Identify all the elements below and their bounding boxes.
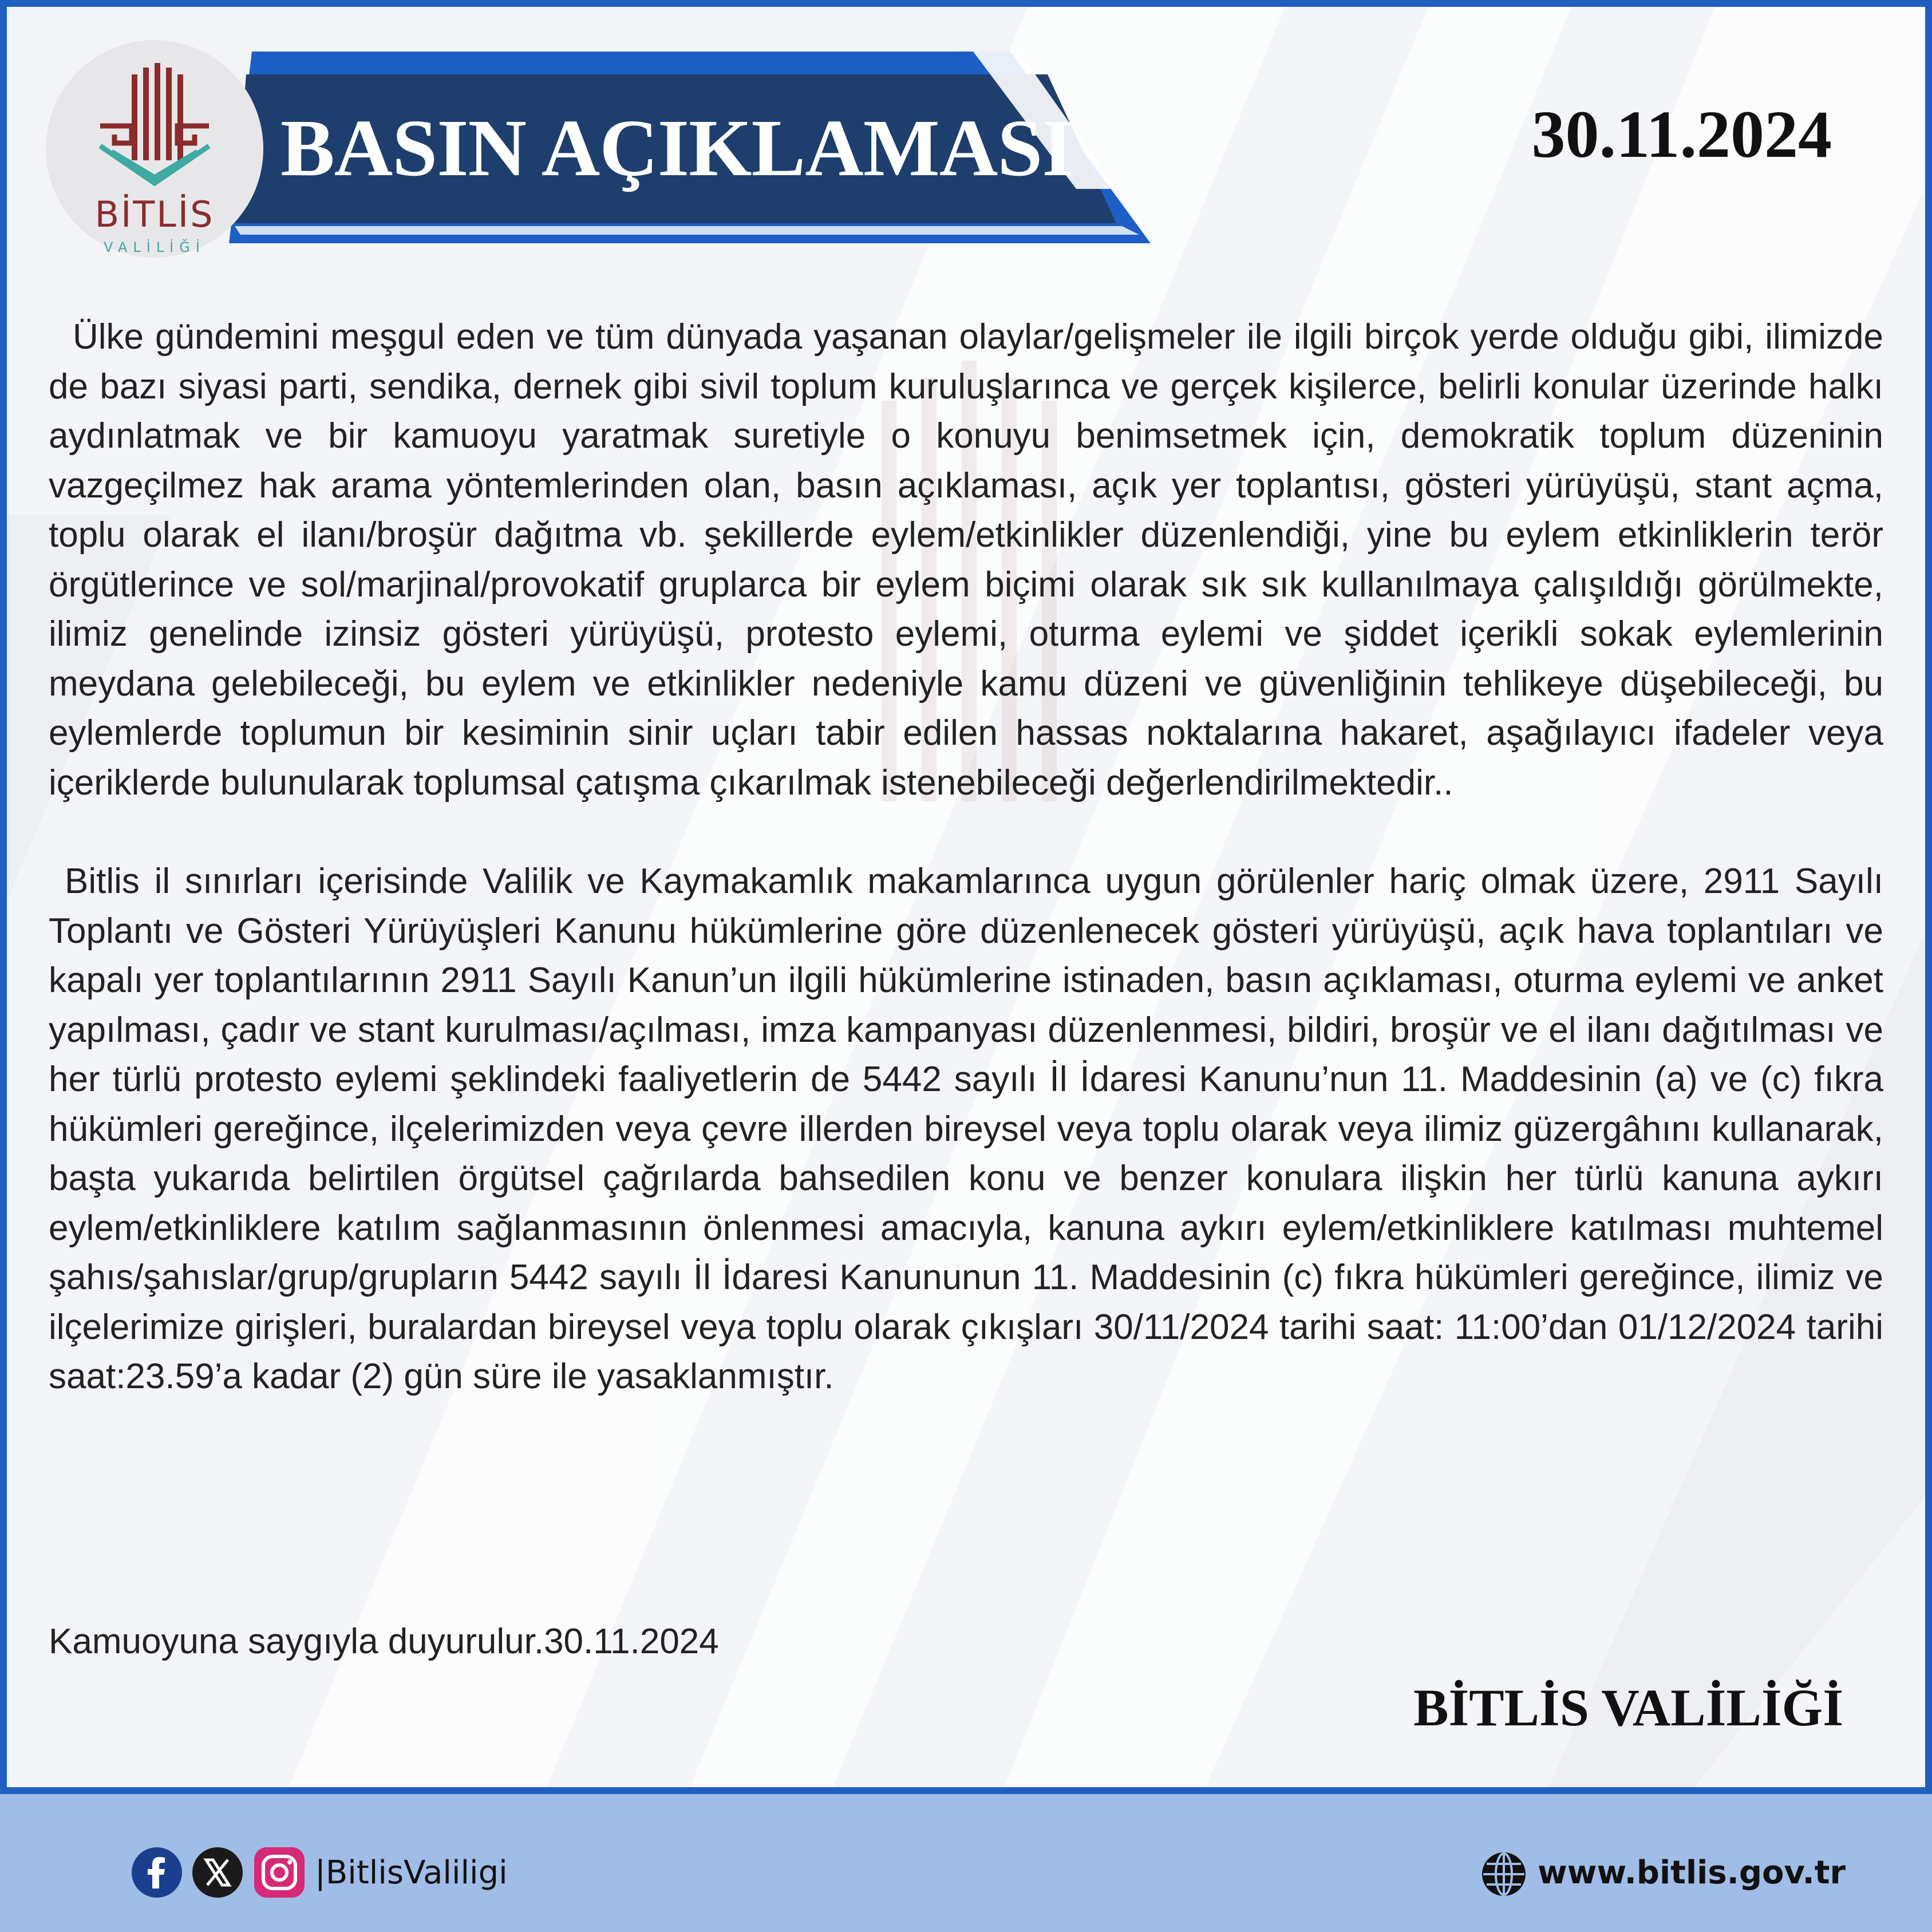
paragraph-1: Ülke gündemini meşgul eden ve tüm dünyada yaşanan olaylar/gelişmeler ile ilgili birçok yerde olduğu gibi, ilimizde de bazı siyasi parti, sendika, dernek gibi sivil toplum kuruluşlarınca ve gerçek kişilerce, belirli konular üzerinde halkı aydınlatmak ve bir kamuoyu yaratmak suretiyle o konuyu benimsetmek için, demokratik toplum düzeninin vazgeçilmez hak arama yöntemlerinden olan, basın açıklaması, açık yer toplantısı, gösteri yürüyüşü, stant açma, toplu olarak el ilanı/broşür dağıtma vb. şekillerde eylem/etkinlikler düzenlendiği, yine bu eylem etkinliklerin terör örgütlerince ve sol/marjinal/provokatif gruplarca bir eylem biçimi olarak sık sık kullanılmaya çalışıldığı görülmekte, ilimiz genelinde izinsiz gösteri yürüyüşü, protesto eylemi, oturma eylemi ve şiddet içerikli sokak eylemlerinin meydana gelebileceği, bu eylem ve etkinlikler nedeniyle kamu düzeni ve güvenliğinin tehlikeye düşebileceği, bu eylemlerde toplumun bir kesiminin sinir uçları tabir edilen hassas noktalarına hakaret, aşağılayıcı ifadeler veya içeriklerde bulunularak toplumsal çatışma çıkarılmak istenebileceği değerlendirilmektedir.. [49, 317, 1883, 803]
website-link[interactable]: www.bitlis.gov.tr [1538, 1854, 1846, 1891]
social-handle-text: BitlisValiligi [325, 1854, 508, 1891]
divider-bar: | [315, 1854, 326, 1891]
header-date: 30.11.2024 [1531, 97, 1832, 172]
closing-line: Kamuoyuna saygıyla duyurulur.30.11.2024 [49, 1622, 719, 1661]
page-title: BASIN AÇIKLAMASI [280, 102, 1073, 193]
paragraph-2: Bitlis il sınırları içerisinde Valilik ve Kaymakamlık makamlarınca uygun görülenler hariç olmak üzere, 2911 Sayılı Toplantı ve Gösteri Yürüyüşleri Kanunu hükümlerine göre düzenlenecek gösteri yürüyüşü, açık hava toplantıları ve kapalı yer toplantılarının 2911 Sayılı Kanun’un ilgili hükümlerine istinaden, basın açıklaması, oturma eylemi ve anket yapılması, çadır ve stant kurulması/açılması, imza kampanyası düzenlenmesi, bildiri, broşür ve el ilanı dağıtılması ve her türlü protesto eylemi şeklindeki faaliyetlerin de 5442 sayılı İl İdaresi Kanunu’nun 11. Maddesinin (a) ve (c) fıkra hükümleri gereğince, ilçelerimizden veya çevre illerden bireysel veya toplu olarak veya ilimiz güzergâhını kullanarak, başta yukarıda belirtilen örgütsel çağrılarda bahsedilen konu ve benzer konulara ilişkin her türlü kanuna aykırı eylem/etkinliklere katılım sağlanmasının önlenmesi amacıyla, kanuna aykırı eylem/etkinliklere katılması muhtemel şahıs/şahıslar/grup/grupların 5442 sayılı İl İdaresi Kanununun 11. Maddesinin (c) fıkra hükümleri gereğince, ilimiz ve ilçelerimize girişleri, buralardan bireysel veya toplu olarak çıkışları 30/11/2024 tarihi saat: 11:00’dan 01/12/2024 tarihi saat:23.59’a kadar (2) gün süre ile yasaklanmıştır. [49, 862, 1883, 1396]
press-release-body [49, 313, 1883, 1402]
logo-name: BİTLİS [94, 193, 215, 235]
instagram-icon[interactable] [254, 1847, 305, 1898]
facebook-icon[interactable] [132, 1847, 182, 1898]
signature: BİTLİS VALİLİĞİ [1413, 1678, 1843, 1737]
x-icon[interactable] [192, 1847, 243, 1898]
logo [46, 40, 263, 258]
logo-subtitle: VALİLİĞİ [104, 239, 206, 255]
globe-icon [1481, 1851, 1527, 1897]
social-handle[interactable] [315, 1850, 508, 1896]
